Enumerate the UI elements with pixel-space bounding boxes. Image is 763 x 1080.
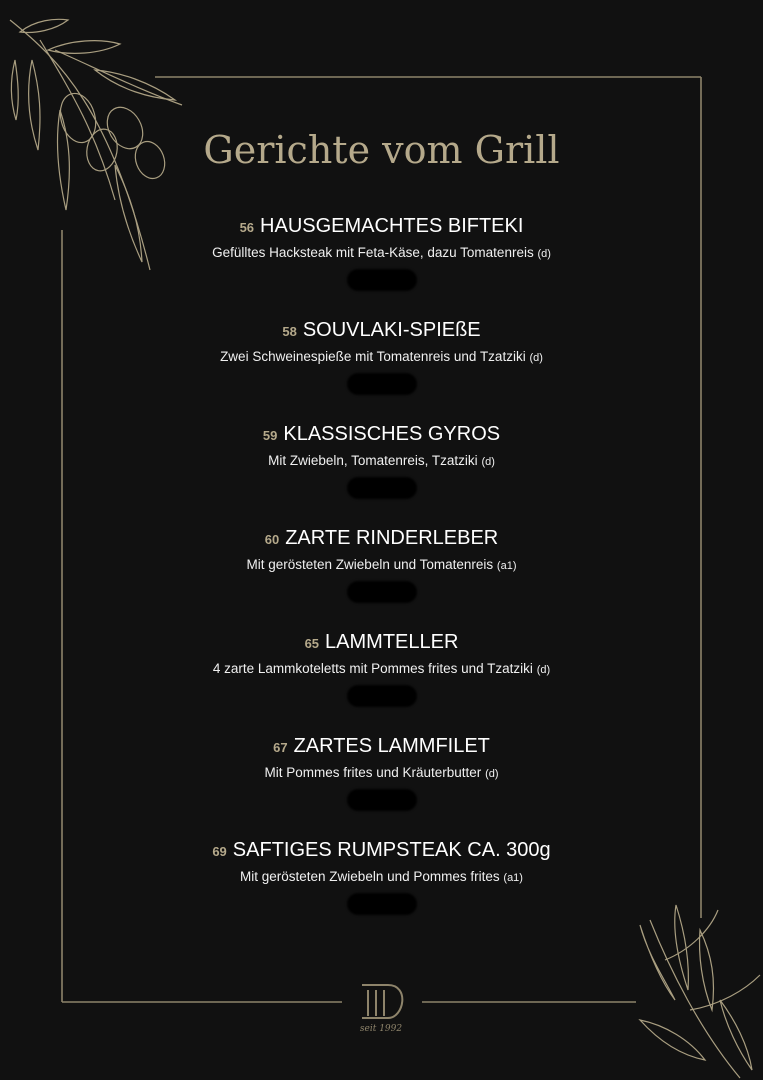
item-number: 59 [262,428,278,443]
menu-item [0,732,763,836]
item-description: Zwei Schweinespieße mit Tomatenreis und Tzatziki [220,349,526,364]
item-allergen-code: (d) [537,248,551,260]
item-number: 69 [212,844,227,859]
item-name: SOUVLAKI-SPIEßE [302,319,481,341]
item-name: HAUSGEMACHTES BIFTEKI [260,215,524,237]
redacted-price [347,581,417,603]
redacted-price [347,685,417,707]
item-number: 65 [304,636,320,651]
item-description: 4 zarte Lammkoteletts mit Pommes frites und Tzatziki [212,661,533,676]
redacted-price [347,269,417,291]
item-number: 60 [264,532,280,547]
menu-item [0,316,763,420]
item-description: Mit Zwiebeln, Tomatenreis, Tzatziki [268,453,478,468]
menu-item [0,212,763,316]
redacted-price [347,893,417,915]
logo [348,978,414,1034]
item-allergen-code: (d) [481,456,495,468]
item-name: ZARTE RINDERLEBER [285,527,499,549]
item-allergen-code: (a1) [496,560,517,572]
item-description: Mit gerösteten Zwiebeln und Pommes frites [240,869,500,884]
menu-item [0,836,763,940]
redacted-price [347,789,417,811]
redacted-price [347,373,417,395]
item-number: 67 [273,740,288,755]
item-allergen-code: (d) [485,768,499,780]
item-allergen-code: (d) [529,352,543,364]
menu-title: Gerichte vom Grill [203,128,560,172]
menu-list [0,212,763,940]
item-number: 58 [282,324,297,339]
item-name: SAFTIGES RUMPSTEAK CA. 300g [232,839,551,861]
menu-item [0,420,763,524]
logo-tagline: seit 1992 [359,1024,403,1034]
item-allergen-code: (d) [536,664,551,676]
item-description: Mit Pommes frites und Kräuterbutter [264,765,482,780]
item-name: KLASSISCHES GYROS [283,423,501,445]
item-name: ZARTES LAMMFILET [293,735,490,757]
item-name: LAMMTELLER [325,631,459,653]
menu-item [0,628,763,732]
item-description: Mit gerösteten Zwiebeln und Tomatenreis [246,557,494,572]
redacted-price [347,477,417,499]
menu-item [0,524,763,628]
item-number: 56 [239,220,255,235]
item-description: Gefülltes Hacksteak mit Feta-Käse, dazu Tomatenreis [212,245,534,260]
item-allergen-code: (a1) [503,872,523,884]
